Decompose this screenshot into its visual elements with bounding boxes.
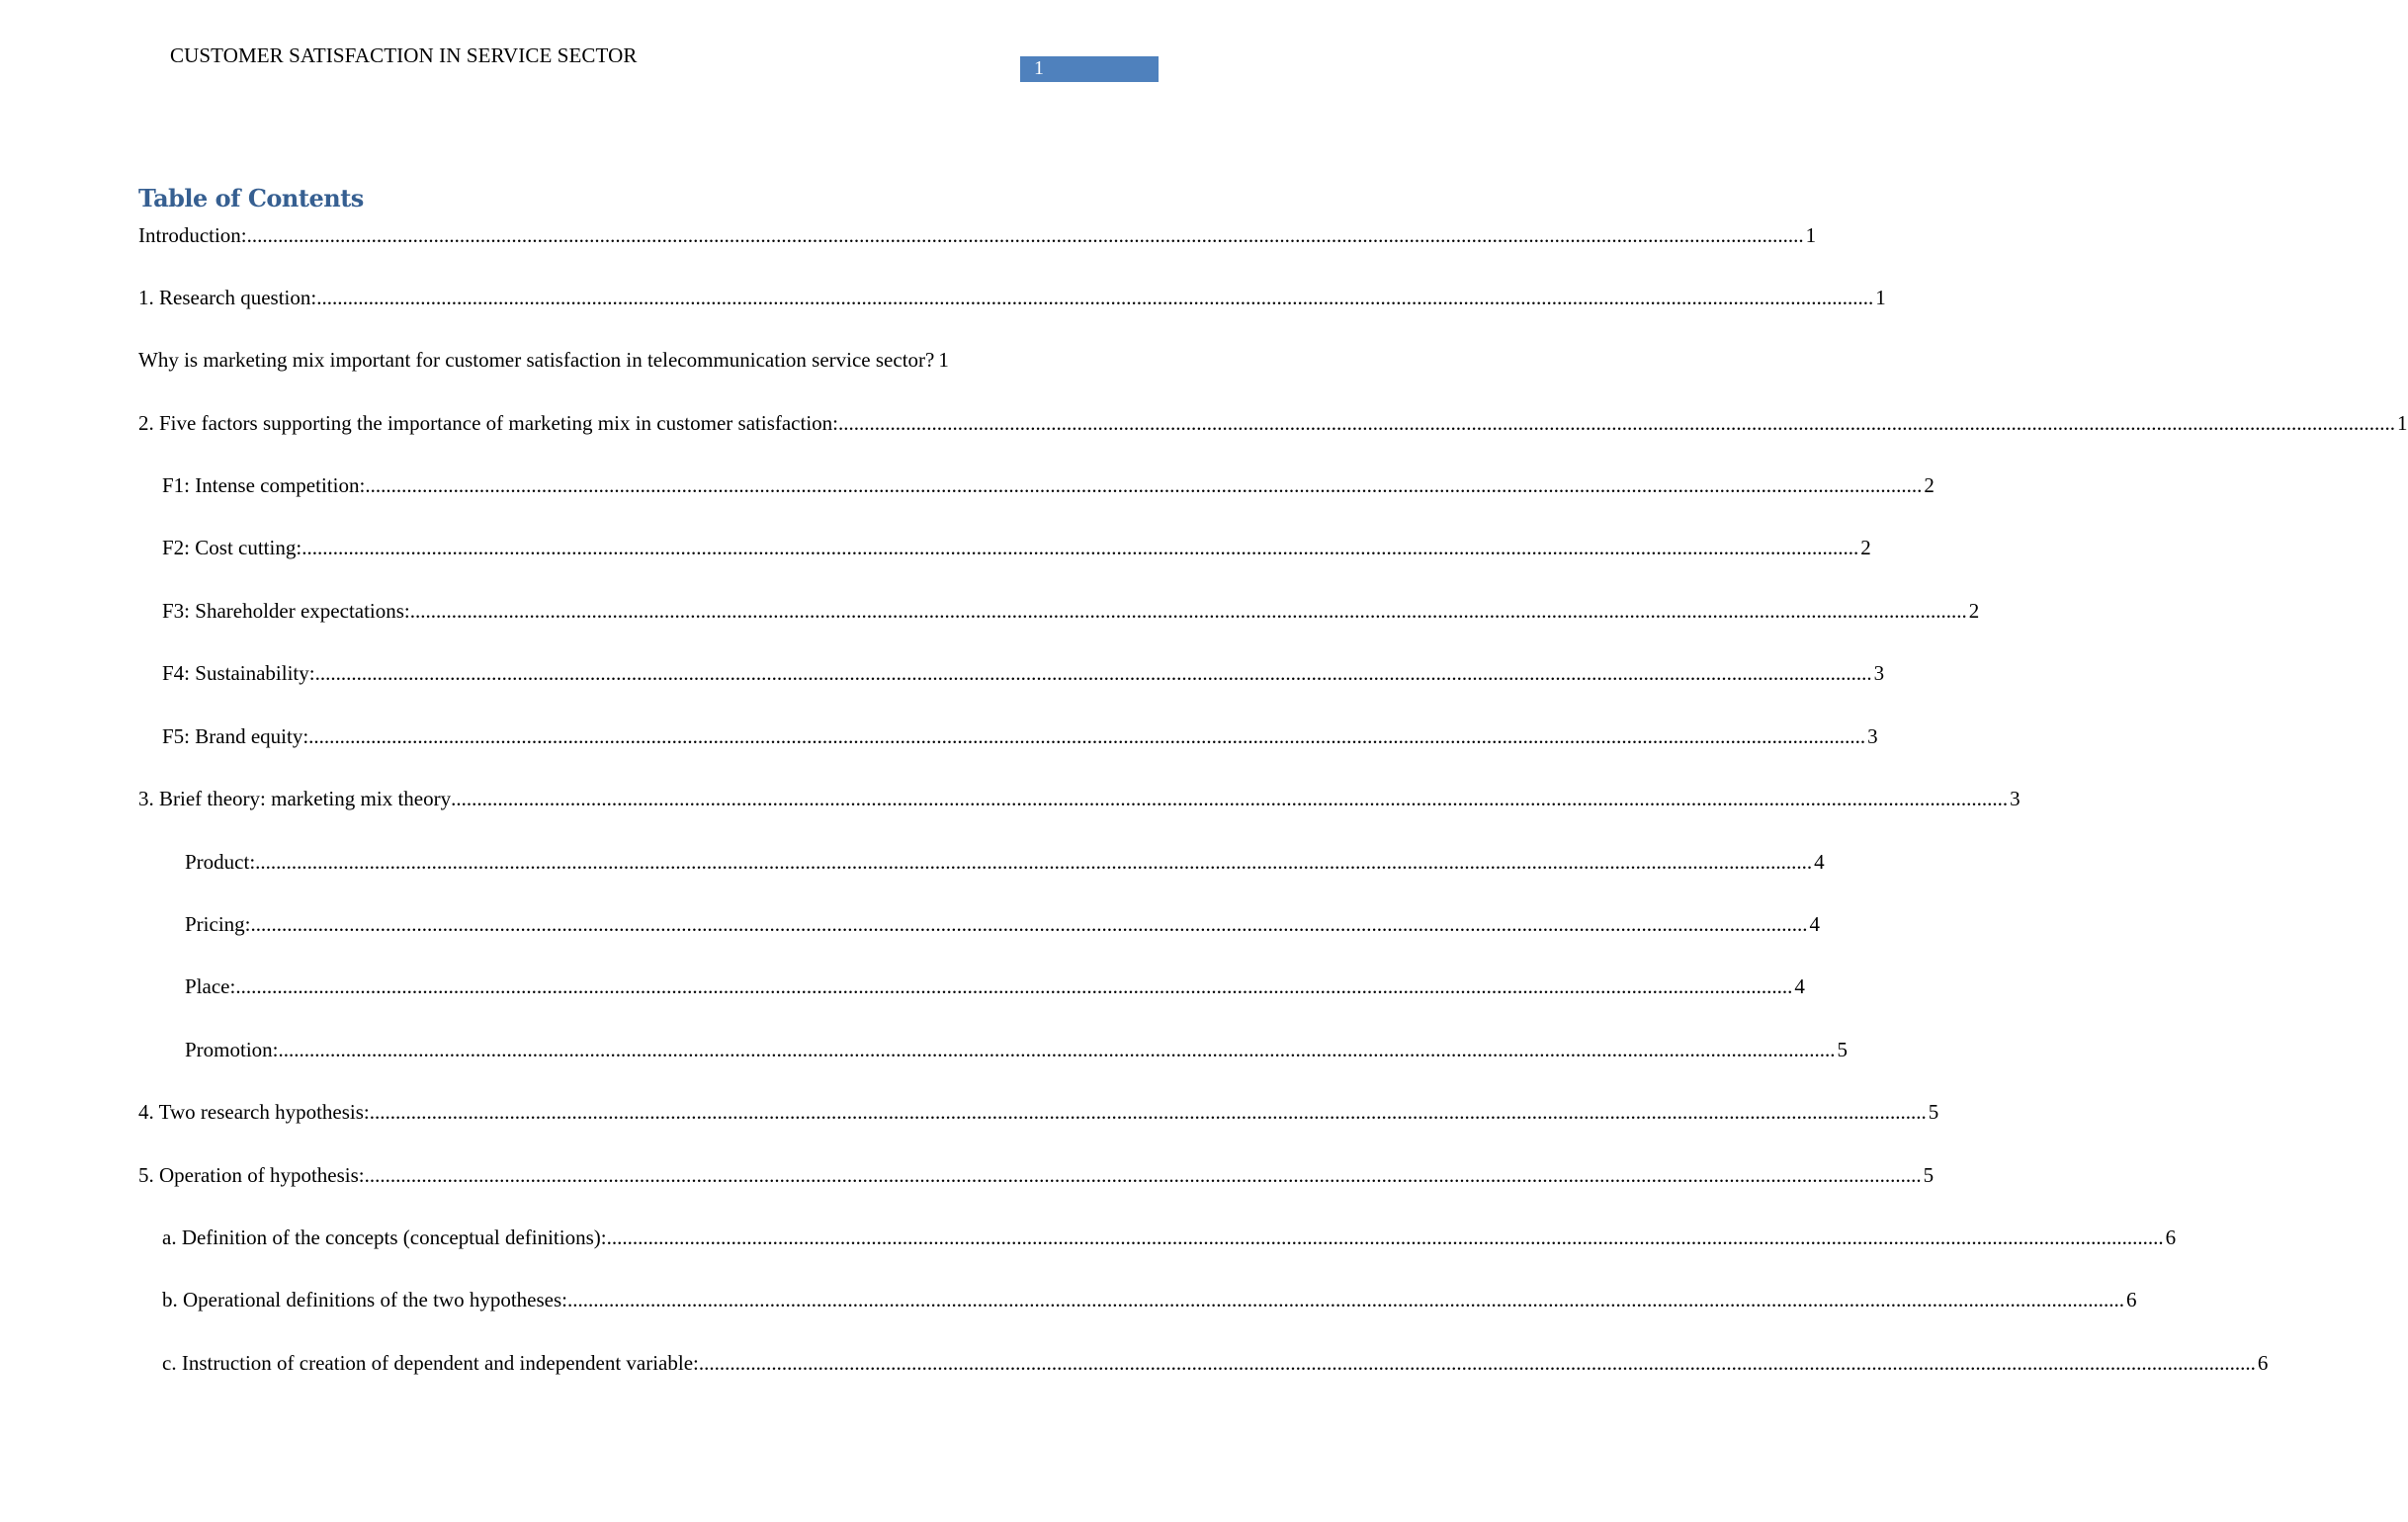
toc-entry-text: 5. Operation of hypothesis: <box>138 1163 365 1187</box>
toc-leader: ............................................................................................................................................................................................................................................................................................................ <box>838 411 2396 435</box>
toc-entry-brief-theory[interactable] <box>138 785 2021 812</box>
toc-entry-text: 4. Two research hypothesis: <box>138 1100 370 1124</box>
toc-entry-operation-hypothesis[interactable] <box>138 1161 1935 1189</box>
toc-entry-f3[interactable] <box>162 597 1980 625</box>
toc-entry-why-marketing-mix[interactable] <box>138 346 1037 374</box>
toc-entry-page: 5 <box>1928 1100 1939 1124</box>
toc-leader: ............................................................................................................................................................................................................................................................................................................ <box>606 1226 2164 1249</box>
toc-entry-page: 4 <box>1809 912 1820 936</box>
toc-leader: ............................................................................................................................................................................................................................................................................................................ <box>255 850 1813 874</box>
toc-entry-research-hypothesis[interactable] <box>138 1098 1939 1126</box>
toc-leader: ............................................................................................................................................................................................................................................................................................................ <box>567 1288 2125 1311</box>
toc-entry-text: Introduction: <box>138 223 247 247</box>
toc-leader: ............................................................................................................................................................................................................................................................................................................ <box>364 1163 1922 1187</box>
toc-leader: ............................................................................................................................................................................................................................................................................................................ <box>369 1100 1927 1124</box>
toc-leader: ............................................................................................................................................................................................................................................................................................................ <box>698 1351 2256 1375</box>
toc-leader: ............................................................................................................................................................................................................................................................................................................ <box>250 912 1808 936</box>
toc-leader: ............................................................................................................................................................................................................................................................................................................ <box>409 599 1967 623</box>
toc-entry-text: b. Operational definitions of the two hypotheses: <box>162 1288 568 1311</box>
toc-entry-conceptual-definitions[interactable] <box>162 1224 2177 1251</box>
toc-leader: ............................................................................................................................................................................................................................................................................................................ <box>246 223 1804 247</box>
toc-entry-text: F1: Intense competition: <box>162 473 366 497</box>
toc-entry-f1[interactable] <box>162 471 1935 499</box>
toc-entry-text: Why is marketing mix important for customer satisfaction in telecommunication service sector? <box>138 348 935 372</box>
toc-entry-page: 2 <box>1968 599 1980 623</box>
page-number-badge <box>1020 56 1159 82</box>
toc-entry-page: 2 <box>1860 536 1871 559</box>
toc-entry-text: Product: <box>185 850 256 874</box>
toc-leader: ............................................................................................................................................................................................................................................................................................................ <box>451 787 2009 810</box>
page-number: 1 <box>1034 57 1044 79</box>
toc-entry-research-question[interactable] <box>138 284 1886 311</box>
toc-entry-product[interactable] <box>185 848 1825 876</box>
toc-entry-text: F5: Brand equity: <box>162 724 309 748</box>
toc-entry-page: 3 <box>2010 787 2021 810</box>
toc-entry-page: 3 <box>1873 661 1885 685</box>
toc-entry-page: 3 <box>1867 724 1878 748</box>
toc-entry-operational-definitions[interactable] <box>162 1286 2137 1313</box>
toc-entry-page: 4 <box>1794 974 1805 998</box>
toc-entry-page: 6 <box>2257 1351 2269 1375</box>
toc-entry-page: 5 <box>1837 1038 1849 1061</box>
toc-entry-text: 1. Research question: <box>138 286 317 309</box>
toc-leader: ............................................................................................................................................................................................................................................................................................................ <box>316 286 1874 309</box>
toc-leader: ............................................................................................................................................................................................................................................................................................................ <box>308 724 1866 748</box>
toc-entry-page: 4 <box>1814 850 1825 874</box>
toc-entry-promotion[interactable] <box>185 1036 1849 1063</box>
toc-entry-page: 1 <box>1805 223 1817 247</box>
toc-leader: ............................................................................................................................................................................................................................................................................................................ <box>278 1038 1836 1061</box>
toc-entry-page: 6 <box>2165 1226 2177 1249</box>
toc-entry-text: F4: Sustainability: <box>162 661 315 685</box>
toc-entry-text: F3: Shareholder expectations: <box>162 599 410 623</box>
toc-entry-text: Place: <box>185 974 236 998</box>
toc-entry-text: 2. Five factors supporting the importance of marketing mix in customer satisfaction: <box>138 411 839 435</box>
toc-leader: ............................................................................................................................................................................................................................................................................................................ <box>235 974 1793 998</box>
toc-entry-page: 1 <box>1875 286 1886 309</box>
toc-entry-page: 5 <box>1923 1163 1935 1187</box>
toc-entry-introduction[interactable] <box>138 221 1817 249</box>
toc-entry-page: 1 <box>938 348 949 372</box>
toc-leader: ............................................................................................................................................................................................................................................................................................................ <box>301 536 1859 559</box>
running-header-title: CUSTOMER SATISFACTION IN SERVICE SECTOR <box>170 43 638 67</box>
toc-entry-place[interactable] <box>185 972 1805 1000</box>
toc-entry-text: Pricing: <box>185 912 251 936</box>
toc-entry-text: F2: Cost cutting: <box>162 536 302 559</box>
toc-entry-f5[interactable] <box>162 722 1878 750</box>
toc-entry-text: Promotion: <box>185 1038 279 1061</box>
toc-entry-five-factors[interactable] <box>138 409 2408 437</box>
toc-entry-f2[interactable] <box>162 534 1871 561</box>
toc-entry-variable-creation[interactable] <box>162 1349 2269 1377</box>
toc-entry-page: 6 <box>2126 1288 2137 1311</box>
toc-entry-page: 2 <box>1924 473 1935 497</box>
toc-entry-text: 3. Brief theory: marketing mix theory <box>138 787 452 810</box>
toc-entry-pricing[interactable] <box>185 910 1820 938</box>
toc-leader: ............................................................................................................................................................................................................................................................................................................ <box>314 661 1872 685</box>
toc-entry-text: c. Instruction of creation of dependent and independent variable: <box>162 1351 699 1375</box>
toc-entry-text: a. Definition of the concepts (conceptual definitions): <box>162 1226 607 1249</box>
toc-entry-f4[interactable] <box>162 659 1885 687</box>
toc-heading: Table of Contents <box>138 184 364 212</box>
toc-leader: ............................................................................................................................................................................................................................................................................................................ <box>365 473 1923 497</box>
toc-entry-page: 1 <box>2397 411 2408 435</box>
